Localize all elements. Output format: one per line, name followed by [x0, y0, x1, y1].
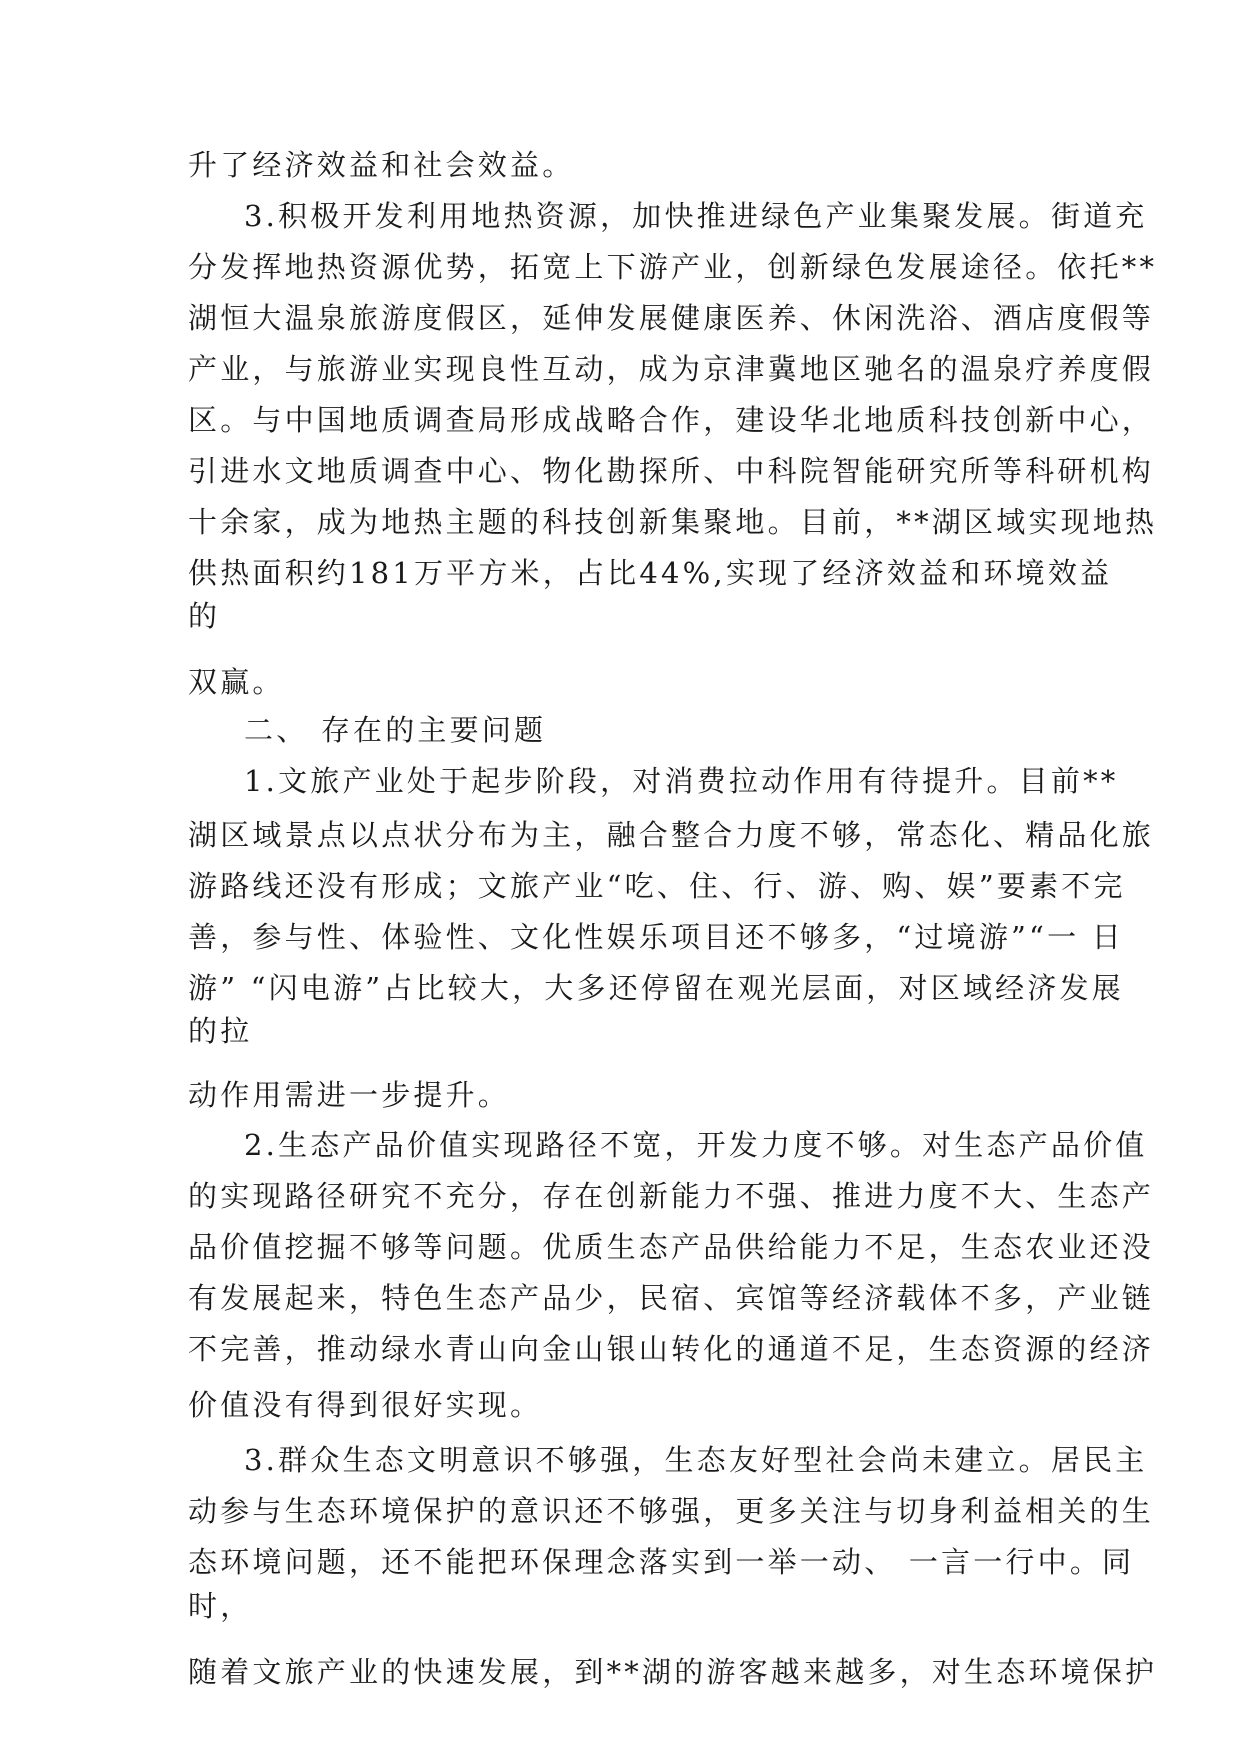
section-heading: 二、 存在的主要问题	[244, 713, 547, 747]
text-line-2: 3.积极开发利用地热资源，加快推进绿色产业集聚发展。街道充	[244, 199, 1148, 233]
text-line-28: 态环境问题，还不能把环保理念落实到一举一动、 一言一行中。同	[188, 1545, 1135, 1579]
text-line-29: 时，	[188, 1589, 253, 1623]
text-line-27: 动参与生态环境保护的意识还不够强，更多关注与切身利益相关的生	[188, 1494, 1155, 1528]
text-line-21: 的实现路径研究不充分，存在创新能力不强、推进力度不大、生态产	[188, 1179, 1155, 1213]
text-line-5: 产业，与旅游业实现良性互动，成为京津冀地区驰名的温泉疗养度假	[188, 352, 1155, 386]
text-line-10: 的	[188, 599, 221, 633]
text-line-20: 2.生态产品价值实现路径不宽，开发力度不够。对生态产品价值	[244, 1128, 1148, 1162]
text-line-22: 品价值挖掘不够等问题。优质生态产品供给能力不足，生态农业还没	[188, 1230, 1155, 1264]
text-line-25: 价值没有得到很好实现。	[188, 1388, 543, 1422]
text-line-16: 善，参与性、体验性、文化性娱乐项目还不够多，“过境游”“一 日	[188, 920, 1124, 954]
text-line-8: 十余家，成为地热主题的科技创新集聚地。目前，**湖区域实现地热	[188, 505, 1158, 539]
text-line-6: 区。与中国地质调查局形成战略合作，建设华北地质科技创新中心，	[188, 403, 1155, 437]
text-line-14: 湖区域景点以点状分布为主，融合整合力度不够，常态化、精品化旅	[188, 818, 1155, 852]
text-line-23: 有发展起来，特色生态产品少，民宿、宾馆等经济载体不多，产业链	[188, 1281, 1155, 1315]
text-line-19: 动作用需进一步提升。	[188, 1078, 511, 1112]
text-line-9: 供热面积约181万平方米，占比44%,实现了经济效益和环境效益	[188, 556, 1113, 590]
text-line-15: 游路线还没有形成；文旅产业“吃、住、行、游、购、娱”要素不完	[188, 869, 1126, 903]
text-line-17: 游” “闪电游”占比较大，大多还停留在观光层面，对区域经济发展	[188, 971, 1124, 1005]
text-line-18: 的拉	[188, 1014, 253, 1048]
text-line-3: 分发挥地热资源优势，拓宽上下游产业，创新绿色发展途径。依托**	[188, 250, 1158, 284]
text-line-7: 引进水文地质调查中心、物化勘探所、中科院智能研究所等科研机构	[188, 454, 1155, 488]
text-line-30: 随着文旅产业的快速发展，到**湖的游客越来越多，对生态环境保护	[188, 1655, 1158, 1689]
text-line-4: 湖恒大温泉旅游度假区，延伸发展健康医养、休闲洗浴、酒店度假等	[188, 301, 1155, 335]
text-line-11: 双赢。	[188, 665, 285, 699]
text-line-13: 1.文旅产业处于起步阶段，对消费拉动作用有待提升。目前**	[244, 764, 1119, 798]
text-line-24: 不完善，推动绿水青山向金山银山转化的通道不足，生态资源的经济	[188, 1332, 1155, 1366]
text-line-26: 3.群众生态文明意识不够强，生态友好型社会尚未建立。居民主	[244, 1443, 1148, 1477]
text-line-1: 升了经济效益和社会效益。	[188, 148, 575, 182]
